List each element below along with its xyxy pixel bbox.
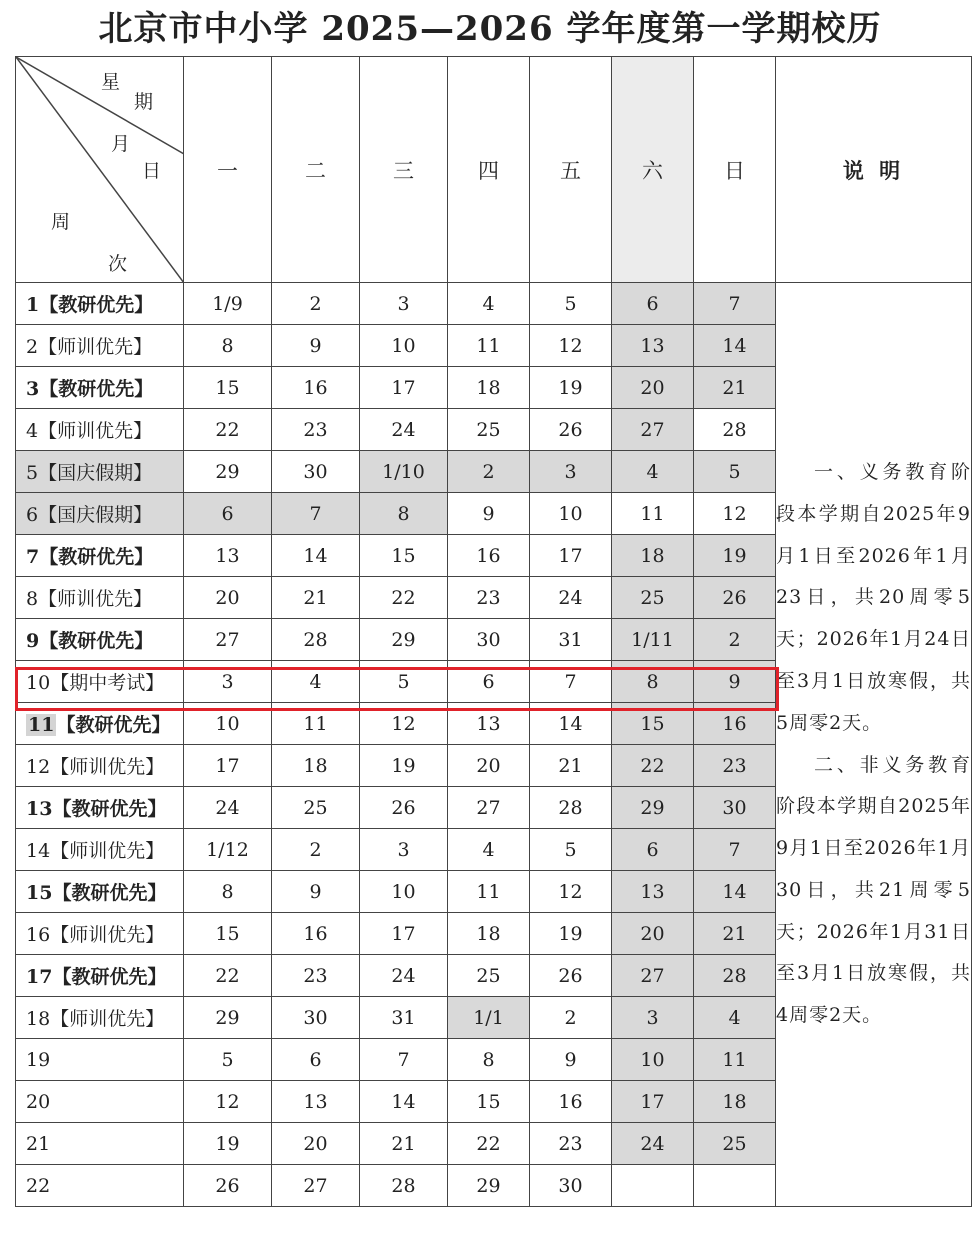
day-cell — [612, 1165, 694, 1207]
week-label-cell — [16, 409, 184, 451]
day-cell: 14 — [694, 325, 776, 367]
day-cell: 29 — [184, 451, 272, 493]
day-cell: 25 — [448, 409, 530, 451]
day-cell: 24 — [360, 409, 448, 451]
day-cell: 26 — [360, 787, 448, 829]
week-tag: 【国庆假期】 — [38, 462, 153, 484]
day-cell: 1/12 — [184, 829, 272, 871]
week-label-cell — [16, 283, 184, 325]
day-cell: 16 — [448, 535, 530, 577]
week-tag: 【师训优先】 — [50, 924, 165, 946]
day-cell: 6 — [612, 829, 694, 871]
week-label-cell — [16, 1165, 184, 1207]
day-cell: 13 — [184, 535, 272, 577]
week-tag: 【教研优先】 — [56, 714, 171, 736]
day-cell: 11 — [272, 703, 360, 745]
day-cell: 21 — [530, 745, 612, 787]
day-cell: 27 — [272, 1165, 360, 1207]
day-cell: 2 — [694, 619, 776, 661]
week-tag: 【国庆假期】 — [38, 504, 153, 526]
day-cell: 6 — [184, 493, 272, 535]
day-cell: 12 — [360, 703, 448, 745]
day-cell: 23 — [530, 1123, 612, 1165]
day-cell: 9 — [272, 871, 360, 913]
day-cell: 15 — [448, 1081, 530, 1123]
week-number: 18 — [26, 1008, 51, 1030]
day-cell: 20 — [612, 367, 694, 409]
week-label-cell — [16, 1123, 184, 1165]
page-title: 北京市中小学 2025—2026 学年度第一学期校历 — [98, 9, 882, 49]
day-cell: 30 — [530, 1165, 612, 1207]
day-cell: 17 — [360, 913, 448, 955]
day-cell: 23 — [272, 409, 360, 451]
day-cell: 8 — [184, 871, 272, 913]
day-cell: 13 — [612, 325, 694, 367]
day-cell: 17 — [612, 1081, 694, 1123]
note-paragraph: 二、非义务教育阶段本学期自2025年9月1日至2026年1月30日，共21周零5天；2026年1月31日至3月1日放寒假，共4周零2天。 — [776, 753, 971, 1027]
day-cell: 14 — [530, 703, 612, 745]
week-number: 16 — [26, 924, 51, 946]
week-label-cell — [16, 535, 184, 577]
week-label-cell — [16, 577, 184, 619]
day-cell: 21 — [272, 577, 360, 619]
day-cell: 25 — [448, 955, 530, 997]
week-tag: 【教研优先】 — [52, 966, 167, 988]
week-label-cell — [16, 997, 184, 1039]
week-label-cell — [16, 1039, 184, 1081]
day-cell: 9 — [272, 325, 360, 367]
week-number: 7 — [26, 546, 40, 568]
day-cell: 26 — [694, 577, 776, 619]
week-number: 14 — [26, 840, 51, 862]
day-cell: 9 — [530, 1039, 612, 1081]
week-number: 22 — [26, 1174, 51, 1197]
day-cell: 28 — [360, 1165, 448, 1207]
week-label-cell — [16, 493, 184, 535]
week-number: 4 — [26, 420, 39, 442]
day-cell: 12 — [184, 1081, 272, 1123]
week-tag: 【教研优先】 — [52, 798, 167, 820]
day-cell: 18 — [448, 367, 530, 409]
day-cell: 30 — [448, 619, 530, 661]
day-cell: 4 — [612, 451, 694, 493]
day-cell: 23 — [448, 577, 530, 619]
week-number: 2 — [26, 336, 39, 358]
day-cell: 27 — [448, 787, 530, 829]
day-cell: 11 — [612, 493, 694, 535]
day-cell: 11 — [448, 325, 530, 367]
day-cell: 4 — [448, 283, 530, 325]
week-number: 10 — [26, 672, 51, 694]
day-cell — [694, 1165, 776, 1207]
day-cell: 14 — [360, 1081, 448, 1123]
week-tag: 【教研优先】 — [39, 630, 154, 652]
corner-week-char-2: 次 — [108, 253, 128, 275]
week-tag: 【教研优先】 — [39, 378, 154, 400]
day-cell: 24 — [530, 577, 612, 619]
day-cell: 27 — [184, 619, 272, 661]
day-cell: 27 — [612, 955, 694, 997]
day-cell: 18 — [612, 535, 694, 577]
day-cell: 4 — [448, 829, 530, 871]
day-cell: 28 — [272, 619, 360, 661]
day-cell: 10 — [360, 325, 448, 367]
day-cell: 24 — [612, 1123, 694, 1165]
day-cell: 7 — [530, 661, 612, 703]
weekday-header-sat: 六 — [612, 57, 694, 283]
day-cell: 16 — [272, 913, 360, 955]
week-tag: 【教研优先】 — [52, 882, 167, 904]
day-cell: 19 — [360, 745, 448, 787]
day-cell: 6 — [448, 661, 530, 703]
day-cell: 26 — [530, 955, 612, 997]
day-cell: 12 — [694, 493, 776, 535]
day-cell: 10 — [612, 1039, 694, 1081]
day-cell: 7 — [272, 493, 360, 535]
day-cell: 16 — [272, 367, 360, 409]
calendar-table — [15, 56, 972, 1207]
day-cell: 26 — [530, 409, 612, 451]
day-cell: 7 — [360, 1039, 448, 1081]
day-cell: 19 — [530, 367, 612, 409]
week-tag: 【师训优先】 — [50, 1008, 165, 1030]
week-number: 5 — [26, 462, 39, 484]
week-number: 1 — [26, 294, 40, 316]
week-label-cell — [16, 1081, 184, 1123]
day-cell: 30 — [272, 451, 360, 493]
day-cell: 10 — [184, 703, 272, 745]
day-cell: 29 — [612, 787, 694, 829]
day-cell: 9 — [448, 493, 530, 535]
corner-header-cell — [16, 57, 184, 283]
day-cell: 3 — [360, 283, 448, 325]
day-cell: 25 — [694, 1123, 776, 1165]
day-cell: 20 — [448, 745, 530, 787]
day-cell: 17 — [360, 367, 448, 409]
week-tag: 【教研优先】 — [39, 294, 154, 316]
day-cell: 24 — [184, 787, 272, 829]
day-cell: 30 — [272, 997, 360, 1039]
week-number: 12 — [26, 756, 51, 778]
day-cell: 28 — [530, 787, 612, 829]
day-cell: 17 — [184, 745, 272, 787]
week-label-cell — [16, 745, 184, 787]
week-number: 6 — [26, 504, 39, 526]
day-cell: 19 — [530, 913, 612, 955]
day-cell: 10 — [360, 871, 448, 913]
week-label-cell — [16, 829, 184, 871]
day-cell: 18 — [448, 913, 530, 955]
day-cell: 11 — [448, 871, 530, 913]
week-label-cell — [16, 913, 184, 955]
day-cell: 14 — [694, 871, 776, 913]
day-cell: 13 — [612, 871, 694, 913]
day-cell: 25 — [612, 577, 694, 619]
day-cell: 5 — [360, 661, 448, 703]
day-cell: 20 — [184, 577, 272, 619]
day-cell: 4 — [694, 997, 776, 1039]
notes-cell — [776, 283, 972, 1207]
day-cell: 19 — [184, 1123, 272, 1165]
week-number: 13 — [26, 798, 53, 820]
day-cell: 31 — [360, 997, 448, 1039]
weekday-header-mon: 一 — [184, 57, 272, 283]
day-cell: 7 — [694, 283, 776, 325]
week-number: 19 — [26, 1048, 51, 1071]
day-cell: 22 — [360, 577, 448, 619]
day-cell: 6 — [612, 283, 694, 325]
day-cell: 18 — [272, 745, 360, 787]
day-cell: 13 — [448, 703, 530, 745]
day-cell: 22 — [448, 1123, 530, 1165]
day-cell: 8 — [360, 493, 448, 535]
day-cell: 2 — [530, 997, 612, 1039]
day-cell: 5 — [530, 829, 612, 871]
corner-weekday-char-2: 期 — [134, 91, 154, 113]
day-cell: 29 — [360, 619, 448, 661]
week-number: 8 — [26, 588, 39, 610]
day-cell: 22 — [184, 409, 272, 451]
day-cell: 3 — [184, 661, 272, 703]
week-label-cell — [16, 451, 184, 493]
day-cell: 30 — [694, 787, 776, 829]
header-row — [16, 57, 972, 283]
day-cell: 21 — [694, 367, 776, 409]
day-cell: 8 — [448, 1039, 530, 1081]
week-number: 9 — [26, 630, 40, 652]
week-label-cell — [16, 871, 184, 913]
week-tag: 【师训优先】 — [38, 336, 153, 358]
corner-month-label: 月 — [111, 133, 131, 155]
week-tag: 【师训优先】 — [38, 420, 153, 442]
day-cell: 31 — [530, 619, 612, 661]
day-cell: 17 — [530, 535, 612, 577]
week-number: 15 — [26, 882, 53, 904]
note-paragraph: 一、义务教育阶段本学期自2025年9月1日至2026年1月23日，共20周零5天；2026年1月24日至3月1日放寒假，共5周零2天。 — [776, 460, 971, 734]
day-cell: 16 — [530, 1081, 612, 1123]
day-cell: 15 — [360, 535, 448, 577]
day-cell: 28 — [694, 409, 776, 451]
day-cell: 25 — [272, 787, 360, 829]
day-cell: 5 — [694, 451, 776, 493]
day-cell: 24 — [360, 955, 448, 997]
week-number: 11 — [28, 714, 55, 736]
day-cell: 1/11 — [612, 619, 694, 661]
weekday-header-fri: 五 — [530, 57, 612, 283]
day-cell: 16 — [694, 703, 776, 745]
day-cell: 29 — [184, 997, 272, 1039]
day-cell: 27 — [612, 409, 694, 451]
day-cell: 8 — [612, 661, 694, 703]
day-cell: 4 — [272, 661, 360, 703]
day-cell: 20 — [272, 1123, 360, 1165]
week-number: 21 — [26, 1132, 51, 1155]
day-cell: 15 — [184, 367, 272, 409]
week-label-cell — [16, 325, 184, 367]
day-cell: 23 — [272, 955, 360, 997]
corner-day-label: 日 — [142, 160, 162, 182]
day-cell: 13 — [272, 1081, 360, 1123]
day-cell: 28 — [694, 955, 776, 997]
day-cell: 2 — [272, 829, 360, 871]
day-cell: 2 — [448, 451, 530, 493]
day-cell: 10 — [530, 493, 612, 535]
corner-weekday-char-1: 星 — [101, 71, 121, 93]
week-label-cell — [16, 787, 184, 829]
day-cell: 22 — [184, 955, 272, 997]
week-tag: 【师训优先】 — [38, 588, 153, 610]
weekday-header-sun: 日 — [694, 57, 776, 283]
notes-header: 说 明 — [776, 57, 972, 283]
day-cell: 19 — [694, 535, 776, 577]
week-label-cell — [16, 955, 184, 997]
week-label-cell — [16, 367, 184, 409]
day-cell: 18 — [694, 1081, 776, 1123]
day-cell: 14 — [272, 535, 360, 577]
week-tag: 【教研优先】 — [39, 546, 154, 568]
day-cell: 5 — [184, 1039, 272, 1081]
day-cell: 15 — [184, 913, 272, 955]
week-tag: 【师训优先】 — [50, 756, 165, 778]
day-cell: 3 — [530, 451, 612, 493]
day-cell: 29 — [448, 1165, 530, 1207]
day-cell: 15 — [612, 703, 694, 745]
day-cell: 1/9 — [184, 283, 272, 325]
day-cell: 1/10 — [360, 451, 448, 493]
week-row — [16, 283, 972, 325]
weekday-header-tue: 二 — [272, 57, 360, 283]
week-number: 20 — [26, 1090, 51, 1113]
day-cell: 23 — [694, 745, 776, 787]
day-cell: 3 — [612, 997, 694, 1039]
day-cell: 20 — [612, 913, 694, 955]
weekday-header-thu: 四 — [448, 57, 530, 283]
week-label-cell — [16, 619, 184, 661]
day-cell: 1/1 — [448, 997, 530, 1039]
week-tag: 【期中考试】 — [50, 672, 165, 694]
week-tag: 【师训优先】 — [50, 840, 165, 862]
day-cell: 11 — [694, 1039, 776, 1081]
corner-week-char-1: 周 — [51, 211, 71, 233]
day-cell: 12 — [530, 325, 612, 367]
day-cell: 21 — [360, 1123, 448, 1165]
day-cell: 8 — [184, 325, 272, 367]
day-cell: 9 — [694, 661, 776, 703]
day-cell: 3 — [360, 829, 448, 871]
midterm-exam-highlight-box — [15, 667, 779, 711]
day-cell: 21 — [694, 913, 776, 955]
week-number: 17 — [26, 966, 53, 988]
day-cell: 26 — [184, 1165, 272, 1207]
day-cell: 6 — [272, 1039, 360, 1081]
day-cell: 5 — [530, 283, 612, 325]
day-cell: 7 — [694, 829, 776, 871]
day-cell: 22 — [612, 745, 694, 787]
week-number: 3 — [26, 378, 40, 400]
weekday-header-wed: 三 — [360, 57, 448, 283]
day-cell: 12 — [530, 871, 612, 913]
day-cell: 2 — [272, 283, 360, 325]
